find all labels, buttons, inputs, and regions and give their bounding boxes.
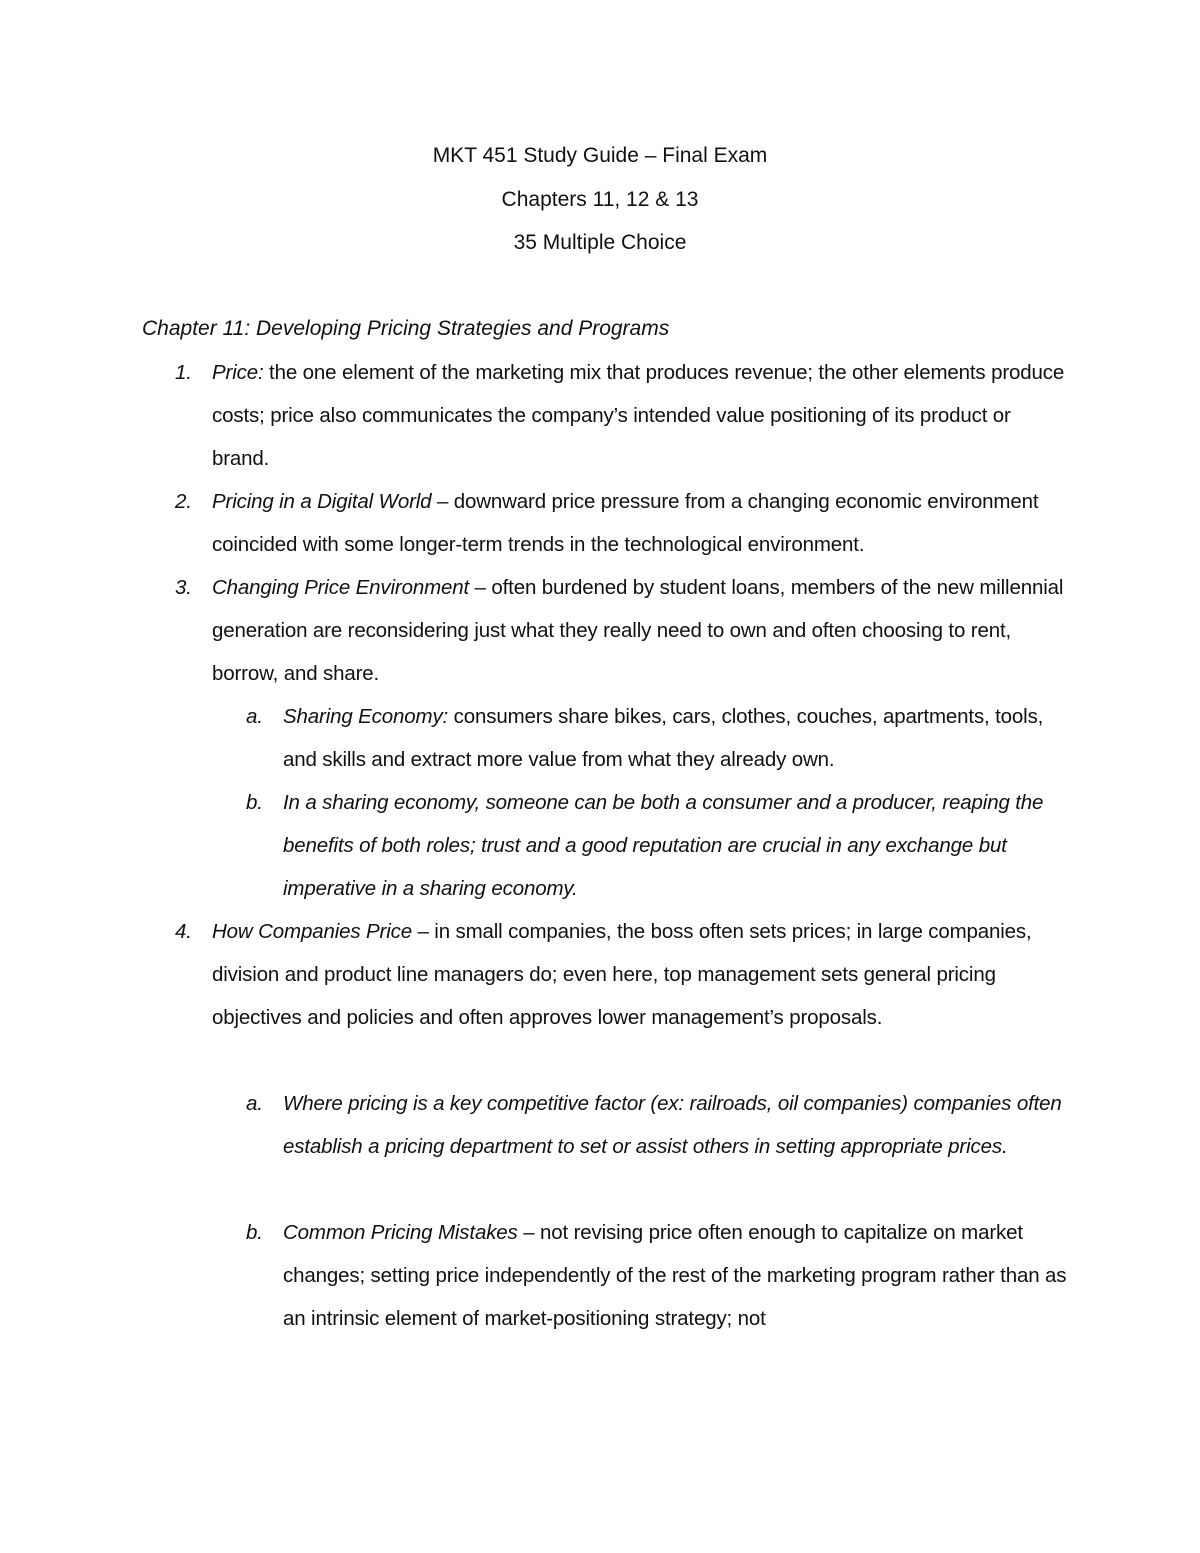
definition: – downward price pressure from a changing economic environment coincided with some longer-term trends in the technological environment.	[212, 490, 1039, 556]
definition: consumers share bikes, cars, clothes, couches, apartments, tools, and skills and extract more value from what they already own.	[283, 705, 1044, 771]
list-item-4	[175, 910, 1072, 1039]
list-marker: b.	[246, 791, 263, 814]
list-item-text	[283, 695, 1073, 781]
definition: – in small companies, the boss often sets prices; in large companies, division and product line managers do; even here, top management sets general pricing objectives and policies and often approves lower management’s proposals.	[212, 920, 1032, 1029]
list-item-text	[283, 1211, 1073, 1340]
term: Where pricing is a key competitive factor (ex: railroads, oil companies) companies often establish a pricing department to set or assist others in setting appropriate prices.	[283, 1092, 1062, 1158]
list-marker: 3.	[175, 576, 192, 599]
term: Pricing in a Digital World	[212, 490, 432, 513]
list-item-text	[283, 781, 1073, 910]
list-item-1	[175, 351, 1072, 480]
list-item-text	[212, 351, 1072, 480]
term: Sharing Economy:	[283, 705, 449, 728]
term: Changing Price Environment	[212, 576, 470, 599]
list-marker: 1.	[175, 361, 192, 384]
chapter-11-title: Chapter 11: Developing Pricing Strategies and Programs	[142, 317, 670, 340]
list-item-text	[212, 910, 1072, 1039]
list-marker: a.	[246, 705, 263, 728]
list-marker: a.	[246, 1092, 263, 1115]
list-marker: 2.	[175, 490, 192, 513]
definition: – not revising price often enough to capitalize on market changes; setting price independently of the rest of the marketing program rather than as an intrinsic element of market-positioning strategy; not	[283, 1221, 1067, 1330]
list-item-text	[212, 566, 1072, 695]
list-subitem-3a	[246, 695, 1073, 781]
list-item-3	[175, 566, 1072, 695]
term: Price:	[212, 361, 264, 384]
term: How Companies Price	[212, 920, 412, 943]
definition: the one element of the marketing mix that produces revenue; the other elements produce costs; price also communicates the company’s intended value positioning of its product or brand.	[212, 361, 1065, 470]
list-item-text	[212, 480, 1072, 566]
chapters-line: Chapters 11, 12 & 13	[501, 188, 699, 211]
term: Common Pricing Mistakes	[283, 1221, 518, 1244]
list-marker: 4.	[175, 920, 192, 943]
list-subitem-4a	[246, 1082, 1073, 1168]
list-item-text	[283, 1082, 1073, 1168]
exam-format-line: 35 Multiple Choice	[513, 231, 687, 254]
list-marker: b.	[246, 1221, 263, 1244]
list-item-2	[175, 480, 1072, 566]
list-subitem-3b	[246, 781, 1073, 910]
definition: – often burdened by student loans, members of the new millennial generation are reconsidering just what they really need to own and often choosing to rent, borrow, and share.	[212, 576, 1064, 685]
term: In a sharing economy, someone can be both a consumer and a producer, reaping the benefits of both roles; trust and a good reputation are crucial in any exchange but imperative in a sharing economy.	[283, 791, 1044, 900]
document-title: MKT 451 Study Guide – Final Exam	[432, 144, 768, 167]
list-subitem-4b	[246, 1211, 1073, 1340]
